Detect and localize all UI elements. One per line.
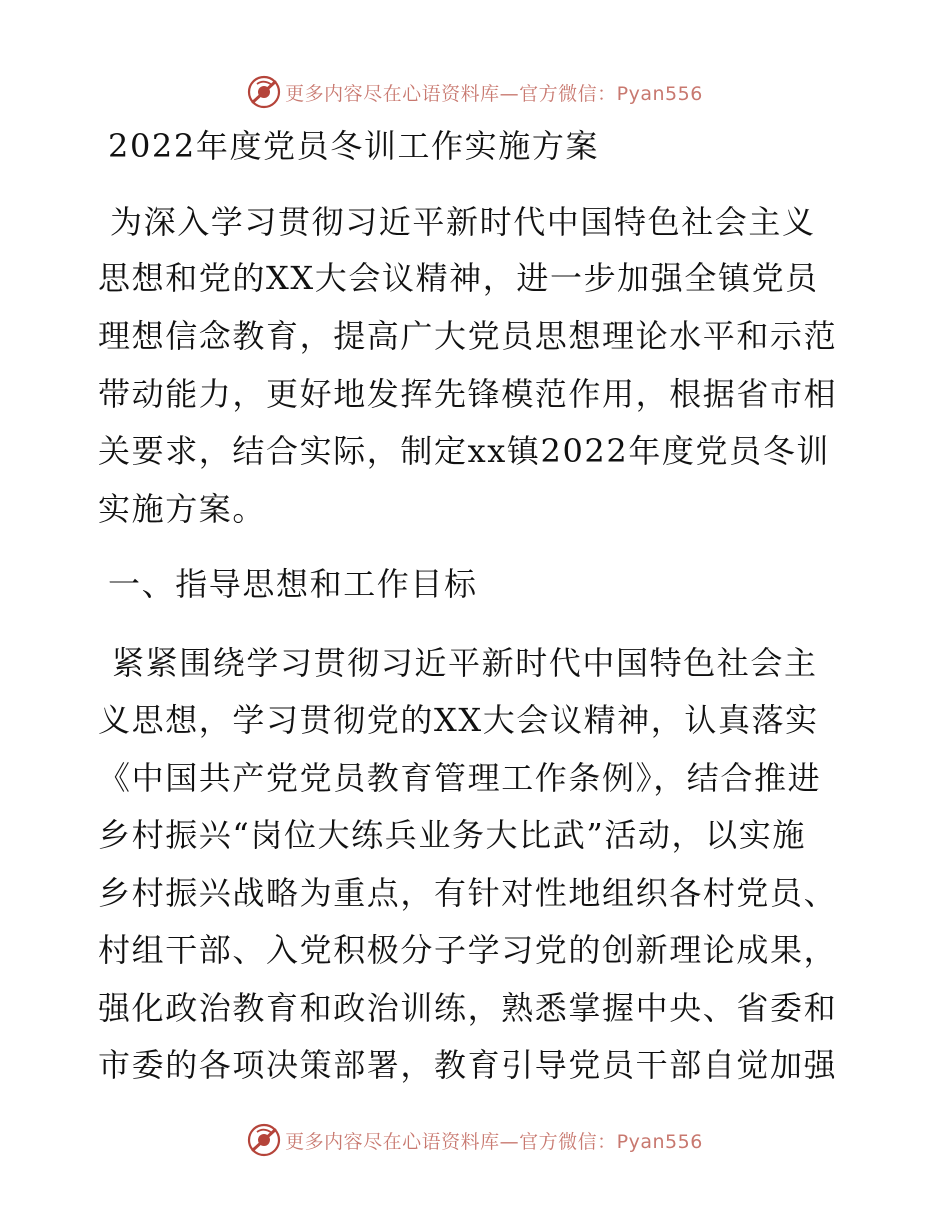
watermark-banner-top bbox=[0, 70, 950, 114]
watermark-text: 更多内容尽在心语资料库—官方微信：Pyan556 bbox=[285, 1130, 703, 1153]
section-body-line: 义思想，学习贯彻党的XX大会议精神，认真落实 bbox=[98, 701, 819, 739]
section-body-line: 村组干部、入党积极分子学习党的创新理论成果， bbox=[98, 931, 838, 969]
watermark-logo-icon bbox=[247, 1123, 281, 1157]
watermark-text: 更多内容尽在心语资料库—官方微信：Pyan556 bbox=[285, 82, 703, 105]
watermark-banner-bottom bbox=[0, 1118, 950, 1162]
section-body-line: 乡村振兴“岗位大练兵业务大比武”活动，以实施 bbox=[98, 816, 806, 854]
intro-line: 理想信念教育，提高广大党员思想理论水平和示范 bbox=[98, 317, 838, 355]
intro-line: 实施方案。 bbox=[98, 490, 267, 528]
section-body-line: 强化政治教育和政治训练，熟悉掌握中央、省委和 bbox=[98, 989, 838, 1027]
intro-line: 思想和党的XX大会议精神，进一步加强全镇党员 bbox=[98, 259, 819, 297]
watermark-logo-icon bbox=[247, 75, 281, 109]
document-title: 2022年度党员冬训工作实施方案 bbox=[108, 127, 600, 165]
intro-line: 关要求，结合实际，制定xx镇2022年度党员冬训 bbox=[98, 432, 830, 470]
intro-line: 为深入学习贯彻习近平新时代中国特色社会主义 bbox=[110, 203, 816, 241]
section-body-line: 紧紧围绕学习贯彻习近平新时代中国特色社会主 bbox=[112, 644, 818, 682]
section-heading: 一、指导思想和工作目标 bbox=[108, 565, 478, 603]
intro-line: 带动能力，更好地发挥先锋模范作用，根据省市相 bbox=[98, 375, 838, 413]
section-body-line: 乡村振兴战略为重点，有针对性地组织各村党员、 bbox=[98, 874, 838, 912]
section-body-line: 市委的各项决策部署，教育引导党员干部自觉加强 bbox=[98, 1046, 838, 1084]
section-body-line: 《中国共产党党员教育管理工作条例》，结合推进 bbox=[98, 759, 822, 797]
